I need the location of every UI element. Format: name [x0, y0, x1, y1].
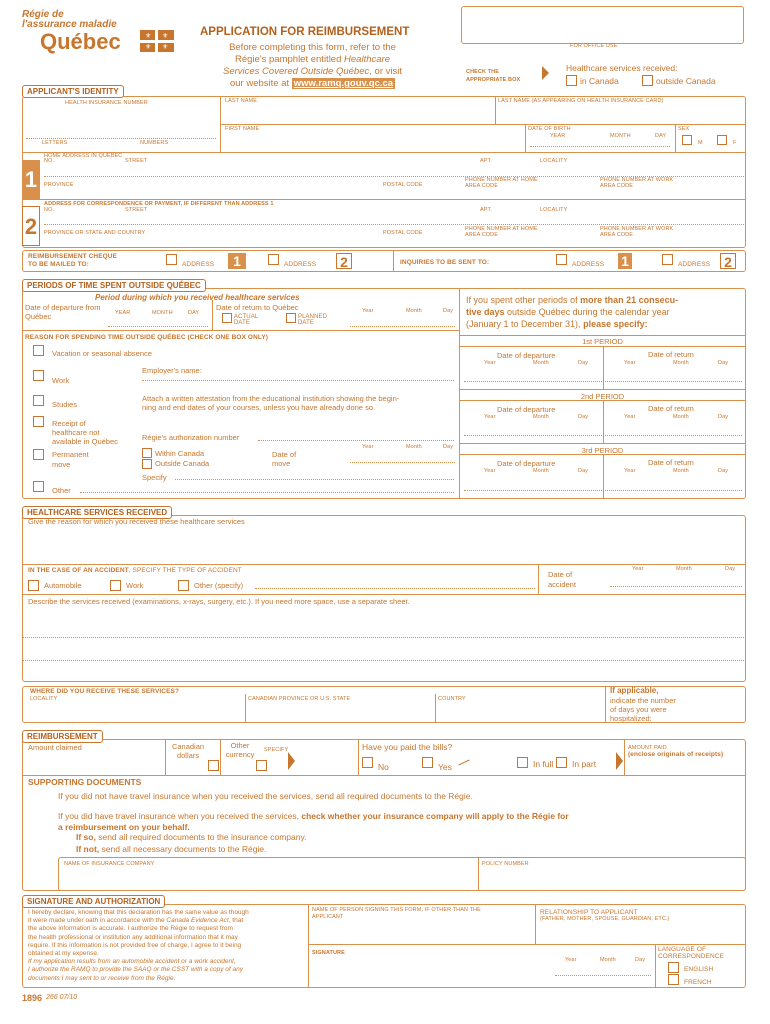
- ret-month: Month: [406, 308, 422, 314]
- form-version: 266 07/10: [46, 994, 78, 1001]
- other-reason-label: Other: [52, 486, 71, 495]
- where-locality: LOCALITY: [30, 696, 58, 702]
- check-box-label: CHECK THE APPROPRIATE BOX: [466, 69, 521, 83]
- departure-field[interactable]: [108, 326, 208, 327]
- office-use-box[interactable]: [461, 6, 744, 44]
- permanent-move-checkbox[interactable]: [33, 449, 44, 460]
- paid-yes-checkbox[interactable]: [422, 757, 433, 768]
- paid-yes-label: Yes: [438, 762, 452, 772]
- work-label: Work: [52, 376, 70, 385]
- actual-date-label: ACTUAL DATE: [234, 314, 259, 326]
- period3-label: 3rd PERIOD: [581, 446, 624, 455]
- canadian-dollars-label: Canadian dollars: [171, 742, 205, 760]
- arrow-icon: [542, 66, 549, 80]
- other-accident-field[interactable]: [255, 588, 535, 589]
- signature-tab: SIGNATURE AND AUTHORIZATION: [22, 895, 165, 908]
- logo-line1: Régie de: [22, 9, 64, 20]
- work-accident-label: Work: [126, 581, 144, 590]
- reimbursement-tab: REIMBURSEMENT: [22, 730, 103, 743]
- supporting-line4: If so, send all required documents to the insurance company.: [76, 832, 307, 842]
- dep-day: DAY: [188, 310, 200, 316]
- inquiries-label: INQUIRIES TO BE SENT TO:: [400, 259, 490, 266]
- insurance-co-label: NAME OF INSURANCE COMPANY: [64, 861, 155, 867]
- mailing-row: [22, 250, 746, 272]
- where-country: COUNTRY: [438, 696, 466, 702]
- in-full-label: In full: [533, 759, 554, 769]
- home-locality-label: LOCALITY: [540, 158, 568, 164]
- inquiries-address2-number: 2: [720, 253, 736, 269]
- signature-label: SIGNATURE: [312, 950, 345, 956]
- actual-date-checkbox[interactable]: [222, 313, 232, 323]
- language-label: LANGUAGE OF CORRESPONDENCE: [658, 946, 725, 960]
- outside-canada-checkbox[interactable]: [642, 75, 653, 86]
- p3-ret-label: Date of return: [648, 458, 694, 467]
- home-postal-label: POSTAL CODE: [383, 182, 423, 188]
- period2-label: 2nd PERIOD: [580, 392, 625, 401]
- other-currency-checkbox[interactable]: [256, 760, 267, 771]
- other-accident-label: Other (specify): [194, 581, 244, 590]
- supporting-line5: If not, send all necessary documents to the Régie.: [76, 844, 267, 854]
- periods-tab: PERIODS OF TIME SPENT OUTSIDE QUÉBEC: [22, 279, 206, 292]
- in-canada-label: in Canada: [580, 76, 619, 86]
- departure-label: Date of departure from Québec: [25, 303, 101, 321]
- corr-address-label: ADDRESS FOR CORRESPONDENCE OR PAYMENT, IF DIFFERENT THAN ADDRESS 1: [44, 201, 274, 207]
- planned-date-label: PLANNED DATE: [298, 314, 328, 326]
- insurance-box[interactable]: [58, 857, 746, 891]
- hs-received-label: Healthcare services received:: [566, 63, 678, 73]
- cheque-address2-label: ADDRESS: [284, 261, 317, 268]
- vacation-label: Vacation or seasonal absence: [52, 349, 152, 358]
- dep-month: MONTH: [152, 310, 173, 316]
- numbers-label: NUMBERS: [140, 140, 169, 146]
- permanent-move-label: Permanent move: [52, 450, 89, 469]
- p1-dates-field[interactable]: [464, 381, 742, 382]
- p2-ret-day: Day: [718, 414, 729, 420]
- p2-dep-label: Date of departure: [497, 405, 556, 414]
- periods-subtitle: Period during which you received healthcare services: [95, 293, 300, 302]
- sig-month: Month: [600, 957, 616, 963]
- where-label: WHERE DID YOU RECEIVE THESE SERVICES?: [30, 688, 180, 695]
- hin-field[interactable]: [26, 135, 216, 139]
- english-checkbox[interactable]: [668, 962, 679, 973]
- in-part-label: In part: [572, 759, 597, 769]
- home-province-label: PROVINCE: [44, 182, 74, 188]
- p2-dep-year: Year: [484, 414, 496, 420]
- return-label: Date of return to Québec: [216, 303, 299, 312]
- other-periods-text: If you spent other periods of more than 21 consecu- tive days outside Québec during the calendar year (January 1 to December 31), please specify:: [466, 295, 679, 329]
- other-reason-checkbox[interactable]: [33, 481, 44, 492]
- employer-label: Employer's name:: [142, 366, 202, 375]
- sex-f-label: F: [733, 140, 737, 146]
- inquiries-address2-label: ADDRESS: [678, 261, 711, 268]
- p3-dep-year: Year: [484, 468, 496, 474]
- home-street-label: STREET: [125, 158, 148, 164]
- website-link[interactable]: www.ramq.gouv.qc.ca: [293, 78, 394, 89]
- return-field[interactable]: [350, 326, 455, 327]
- corr-apt-label: APT.: [480, 207, 493, 213]
- p1-dep-month: Month: [533, 360, 549, 366]
- cheque-address2-number: 2: [336, 253, 352, 269]
- corr-postal-label: POSTAL CODE: [383, 230, 423, 236]
- amount-paid-label: AMOUNT PAID: [628, 745, 667, 751]
- last-name-card-label: LAST NAME (AS APPEARING ON HEALTH INSURANCE CARD): [498, 98, 664, 104]
- reason-label: REASON FOR SPENDING TIME OUTSIDE QUÉBEC (CHECK ONE BOX ONLY): [25, 334, 269, 341]
- p3-ret-day: Day: [718, 468, 729, 474]
- in-full-checkbox[interactable]: [517, 757, 528, 768]
- p1-dep-year: Year: [484, 360, 496, 366]
- automobile-label: Automobile: [44, 581, 82, 590]
- acc-day: Day: [725, 566, 736, 572]
- date-of-move-field[interactable]: [350, 462, 455, 463]
- first-name-label: FIRST NAME: [225, 126, 260, 132]
- specify-label: Specify: [142, 473, 167, 482]
- other-accident-checkbox[interactable]: [178, 580, 189, 591]
- p1-ret-day: Day: [718, 360, 729, 366]
- declaration-text: I hereby declare, knowing that this declaration has the same value as though it were made under oath in accordance with the Canada Evidence Act, that the above information is accurate. I authorize the Régie to request from the health professional or institution any additional information that it may require. If this information is not provided free of charge, I agree to it being obtained at my expense. If my application results from an automobile accident or a work accident, I authorize the RAMQ to provide the SAAQ or the CSST with a copy of any documents I may sent to or receive from the Régie.: [28, 909, 249, 982]
- p2-ret-month: Month: [673, 414, 689, 420]
- p1-ret-label: Date of return: [648, 350, 694, 359]
- where-province: CANADIAN PROVINCE OR U.S. STATE: [248, 696, 351, 702]
- p3-ret-month: Month: [673, 468, 689, 474]
- hospitalized-label: indicate the number of days you were hospitalized:: [610, 696, 676, 723]
- cheque-address1-number: 1: [228, 253, 246, 269]
- policy-label: POLICY NUMBER: [482, 861, 529, 867]
- intro-text: Before completing this form, refer to the Régie's pamphlet entitled Healthcare Services Covered Outside Québec, or visit our website at www.ramq.gouv.qc.ca: [222, 42, 402, 89]
- sig-day: Day: [635, 957, 646, 963]
- dob-year: YEAR: [550, 133, 566, 139]
- corr-address-field[interactable]: [44, 224, 744, 225]
- p3-dep-month: Month: [533, 468, 549, 474]
- french-label: FRENCH: [684, 979, 712, 986]
- automobile-checkbox[interactable]: [28, 580, 39, 591]
- p3-dep-day: Day: [578, 468, 589, 474]
- acc-month: Month: [676, 566, 692, 572]
- paid-no-checkbox[interactable]: [362, 757, 373, 768]
- services-reason-label: Give the reason for which you received these healthcare services: [28, 517, 245, 526]
- sex-m-label: M: [698, 140, 703, 146]
- form-title: APPLICATION FOR REIMBURSEMENT: [200, 26, 410, 38]
- cheque-address1-label: ADDRESS: [182, 261, 215, 268]
- address-2-number: 2: [22, 206, 40, 246]
- within-canada-label: Within Canada: [155, 449, 205, 458]
- p1-ret-month: Month: [673, 360, 689, 366]
- dob-field[interactable]: [530, 146, 670, 147]
- address-1-number: 1: [22, 160, 40, 200]
- paid-bills-label: Have you paid the bills?: [362, 742, 453, 752]
- receipt-checkbox[interactable]: [33, 416, 44, 427]
- arrow-icon-currency: [288, 752, 295, 770]
- p2-dates-field[interactable]: [464, 435, 742, 436]
- dep-year: YEAR: [115, 310, 131, 316]
- p2-dep-day: Day: [578, 414, 589, 420]
- p2-ret-year: Year: [624, 414, 636, 420]
- outside-canada-move-label: Outside Canada: [155, 459, 210, 468]
- p2-ret-label: Date of return: [648, 404, 694, 413]
- p1-ret-year: Year: [624, 360, 636, 366]
- inquiries-address1-label: ADDRESS: [572, 261, 605, 268]
- other-reason-field[interactable]: [80, 492, 454, 493]
- planned-date-checkbox[interactable]: [286, 313, 296, 323]
- dob-day: DAY: [655, 133, 667, 139]
- person-signing-label: NAME OF PERSON SIGNING THIS FORM, IF OTHER THAN THE APPLICANT: [312, 907, 481, 920]
- sex-m-checkbox[interactable]: [682, 135, 692, 145]
- authorization-label: Régie's authorization number: [142, 433, 240, 442]
- amount-claimed-label: Amount claimed: [28, 743, 82, 752]
- p2-dep-month: Month: [533, 414, 549, 420]
- p3-ret-year: Year: [624, 468, 636, 474]
- date-accident-field[interactable]: [610, 586, 742, 587]
- dob-month: MONTH: [610, 133, 631, 139]
- paid-no-label: No: [378, 762, 389, 772]
- in-canada-checkbox[interactable]: [566, 75, 577, 86]
- receipt-label: Receipt of healthcare not available in Québec: [52, 419, 118, 446]
- letters-label: LETTERS: [42, 140, 68, 146]
- authorization-field[interactable]: [258, 440, 454, 441]
- work-checkbox[interactable]: [33, 370, 44, 381]
- specify-field[interactable]: [175, 479, 454, 480]
- inquiries-address1-checkbox[interactable]: [556, 254, 567, 265]
- sex-f-checkbox[interactable]: [717, 135, 727, 145]
- supporting-line3: a reimbursement on your behalf.: [58, 822, 190, 832]
- work-accident-checkbox[interactable]: [110, 580, 121, 591]
- date-accident-label: Date of accident: [548, 570, 576, 589]
- employer-field[interactable]: [142, 380, 454, 381]
- period1-label: 1st PERIOD: [582, 337, 623, 346]
- fleur-de-lis-flag-icon: ⚜ ⚜ ⚜ ⚜: [140, 30, 174, 52]
- in-part-checkbox[interactable]: [556, 757, 567, 768]
- hin-label: HEALTH INSURANCE NUMBER: [65, 100, 148, 106]
- ret-day: Day: [443, 308, 454, 314]
- other-currency-label: Other currency: [225, 741, 255, 759]
- corr-no-label: NO.: [44, 207, 55, 213]
- english-label: ENGLISH: [684, 966, 714, 973]
- move-month: Month: [406, 444, 422, 450]
- home-address-label: HOME ADDRESS IN QUÉBEC: [44, 153, 123, 159]
- inquiries-address1-number: 1: [618, 253, 632, 269]
- corr-street-label: STREET: [125, 207, 148, 213]
- logo-line2: l'assurance maladie: [22, 19, 117, 30]
- logo-quebec: Québec: [40, 29, 121, 54]
- last-name-label: LAST NAME: [225, 98, 257, 104]
- sig-year: Year: [565, 957, 577, 963]
- p1-dep-label: Date of departure: [497, 351, 556, 360]
- if-applicable-label: If applicable,: [610, 686, 659, 695]
- corr-province-label: PROVINCE OR STATE AND COUNTRY: [44, 230, 146, 236]
- arrow-icon-paid: [616, 752, 623, 770]
- form-number: 1896: [22, 993, 43, 1003]
- move-year: Year: [362, 444, 374, 450]
- relationship-label: RELATIONSHIP TO APPLICANT: [540, 909, 638, 916]
- dob-label: DATE OF BIRTH: [528, 126, 571, 132]
- supporting-line2: If you did have travel insurance when you received the services, check whether your insurance company will apply to the Régie for: [58, 811, 569, 821]
- attestation-text: Attach a written attestation from the educational institution showing the begin- ning and end dates of your courses, unless you have already done so.: [142, 394, 400, 412]
- accident-label: IN THE CASE OF AN ACCIDENT, SPECIFY THE TYPE OF ACCIDENT: [28, 567, 242, 574]
- corr-work-phone-label: PHONE NUMBER AT WORK AREA CODE: [600, 226, 674, 238]
- within-canada-checkbox[interactable]: [142, 448, 152, 458]
- move-day: Day: [443, 444, 454, 450]
- describe-label: Describe the services received (examinations, x-rays, surgery, etc.). If you need more space, use a separate sheet.: [28, 597, 410, 606]
- corr-locality-label: LOCALITY: [540, 207, 568, 213]
- services-tab: HEALTHCARE SERVICES RECEIVED: [22, 506, 172, 519]
- date-of-move-label: Date of move: [272, 450, 297, 468]
- office-use-label: FOR OFFICE USE: [570, 43, 618, 49]
- inquiries-address2-checkbox[interactable]: [662, 254, 673, 265]
- p1-dep-day: Day: [578, 360, 589, 366]
- cheque-address1-checkbox[interactable]: [166, 254, 177, 265]
- ret-year: Year: [362, 308, 374, 314]
- signature-date-field[interactable]: [555, 975, 651, 976]
- identity-tab: APPLICANT'S IDENTITY: [22, 85, 124, 98]
- home-no-label: NO.: [44, 158, 55, 164]
- outside-canada-label: outside Canada: [656, 76, 716, 86]
- studies-label: Studies: [52, 400, 78, 409]
- outside-canada-move-checkbox[interactable]: [142, 459, 152, 469]
- relationship-hint: (FATHER, MOTHER, SPOUSE, GUARDIAN, ETC.): [540, 916, 670, 922]
- p3-dates-field[interactable]: [464, 490, 742, 491]
- p3-dep-label: Date of departure: [497, 459, 556, 468]
- home-apt-label: APT.: [480, 158, 493, 164]
- acc-year: Year: [632, 566, 644, 572]
- work-phone-label: PHONE NUMBER AT WORK AREA CODE: [600, 177, 674, 189]
- cheque-mailed-label: REIMBURSEMENT CHEQUE TO BE MAILED TO:: [28, 253, 118, 268]
- cad-checkbox[interactable]: [208, 760, 219, 771]
- specify-currency-label: SPECIFY: [264, 747, 289, 753]
- supporting-line1: If you did not have travel insurance when you received the services, send all required documents to the Régie.: [58, 791, 473, 801]
- enclose-label: (enclose originals of receipts): [628, 751, 724, 758]
- vacation-checkbox[interactable]: [33, 345, 44, 356]
- sex-label: SEX: [678, 126, 690, 132]
- supporting-docs-label: SUPPORTING DOCUMENTS: [28, 777, 142, 787]
- cheque-address2-checkbox[interactable]: [268, 254, 279, 265]
- french-checkbox[interactable]: [668, 974, 679, 985]
- studies-checkbox[interactable]: [33, 395, 44, 406]
- corr-home-phone-label: PHONE NUMBER AT HOME AREA CODE: [465, 226, 538, 238]
- home-phone-label: PHONE NUMBER AT HOME AREA CODE: [465, 177, 538, 189]
